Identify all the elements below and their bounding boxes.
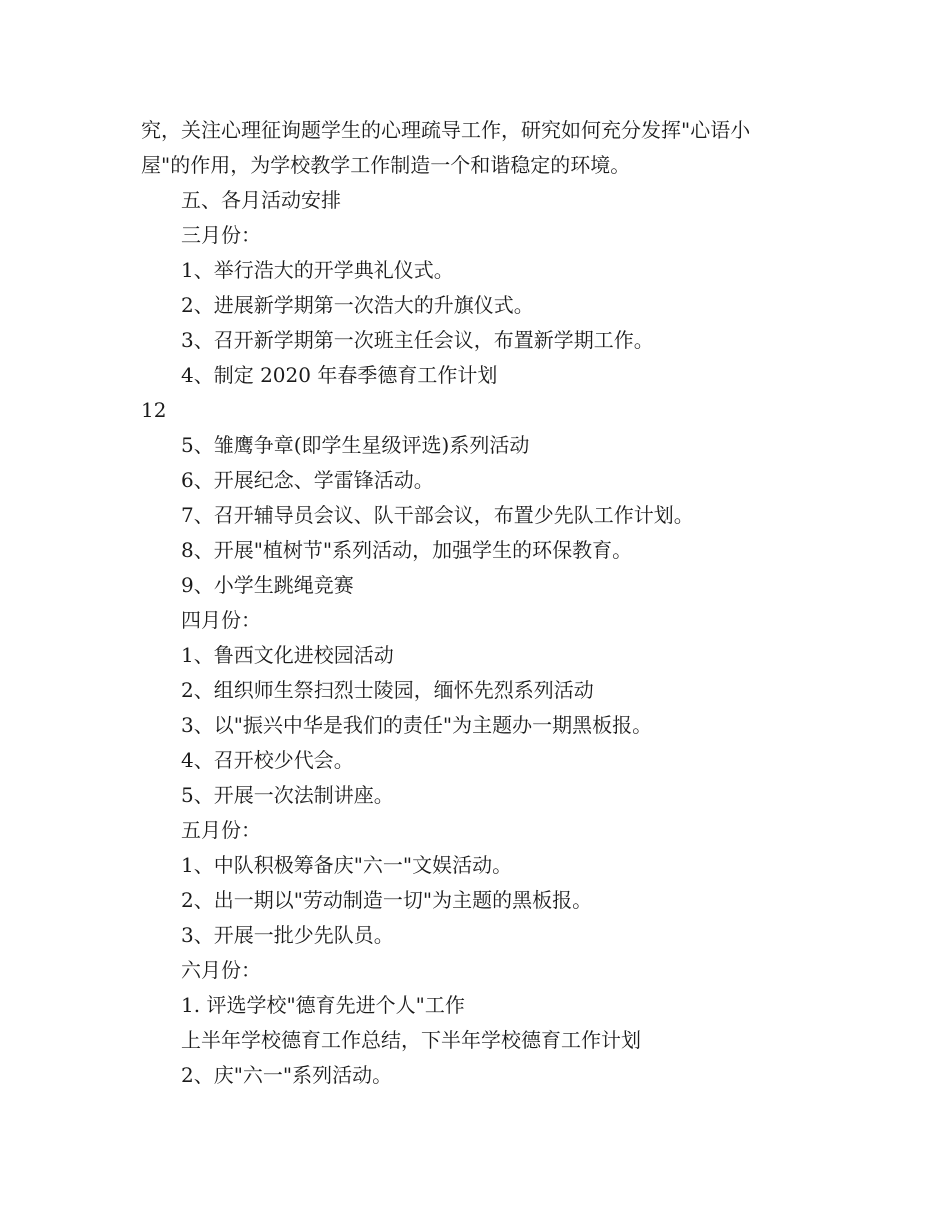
list-item: 6、开展纪念、学雷锋活动。 [181,468,434,492]
paragraph-line: 屋"的作用，为学校教学工作制造一个和谐稳定的环境。 [141,153,631,177]
section-heading: 五、各月活动安排 [181,188,341,212]
list-item: 4、召开校少代会。 [181,748,354,772]
paragraph-line: 究，关注心理征询题学生的心理疏导工作，研究如何充分发挥"心语小 [141,118,751,142]
list-item: 1. 评选学校"德育先进个人"工作 [181,993,465,1017]
list-item: 3、以"振兴中华是我们的责任"为主题办一期黑板报。 [181,713,653,737]
list-item: 3、召开新学期第一次班主任会议，布置新学期工作。 [181,328,654,352]
document-body [141,113,821,1093]
list-item: 2、进展新学期第一次浩大的升旗仪式。 [181,293,534,317]
list-item: 5、开展一次法制讲座。 [181,783,394,807]
list-item: 2、出一期以"劳动制造一切"为主题的黑板报。 [181,888,593,912]
list-item: 1、中队积极筹备庆"六一"文娱活动。 [181,853,513,877]
list-item: 5、雏鹰争章(即学生星级评选)系列活动 [181,433,530,457]
list-item: 1、鲁西文化进校园活动 [181,643,394,667]
month-heading-march: 三月份： [181,223,261,247]
list-item: 1、举行浩大的开学典礼仪式。 [181,258,454,282]
list-item: 9、小学生跳绳竞赛 [181,573,354,597]
list-item: 2、庆"六一"系列活动。 [181,1063,393,1087]
month-heading-may: 五月份： [181,818,261,842]
list-item: 2、组织师生祭扫烈士陵园，缅怀先烈系列活动 [181,678,594,702]
list-item: 7、召开辅导员会议、队干部会议，布置少先队工作计划。 [181,503,694,527]
list-item: 8、开展"植树节"系列活动，加强学生的环保教育。 [181,538,633,562]
month-heading-april: 四月份： [181,608,261,632]
page-number: 12 [141,398,167,422]
month-heading-june: 六月份： [181,958,261,982]
list-item: 上半年学校德育工作总结，下半年学校德育工作计划 [181,1028,641,1052]
list-item: 3、开展一批少先队员。 [181,923,394,947]
list-item: 4、制定 2020 年春季德育工作计划 [181,363,498,387]
